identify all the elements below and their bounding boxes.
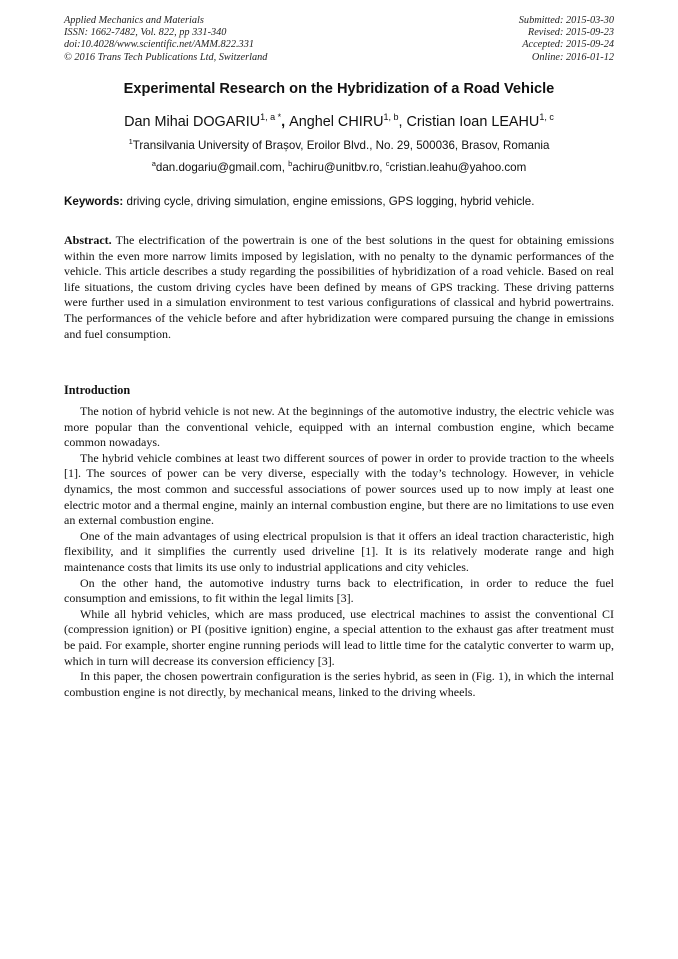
paragraph: The hybrid vehicle combines at least two different sources of power in order to provide traction to the wheels [1]. The sources of power can be very diverse, especially with the today’s technology. However, in vehicle dynamics, the most common and successful associations of power sources used up to now imply at least one electric motor and a thermal engine, mainly an internal combustion engine, but there are no limitations to use even an external combustion engine. (64, 450, 614, 528)
author-affil-mark: 1, c (539, 112, 554, 122)
author-separator: , (281, 114, 290, 130)
affiliation (0, 139, 678, 152)
email-address: dan.dogariu@gmail.com (155, 161, 282, 174)
submission-dates (519, 15, 614, 64)
email-separator: , (379, 161, 386, 174)
paragraph: One of the main advantages of using electrical propulsion is that it offers an ideal traction characteristic, high flexibility, and it simplifies the currently used driveline [1]. It is its relatively moderate range and high maintenance costs that limits its use only to industrial applications and city vehicles. (64, 528, 614, 574)
email-address: achiru@unitbv.ro (292, 161, 380, 174)
author-emails (0, 161, 678, 174)
abstract (64, 233, 614, 342)
paragraph: While all hybrid vehicles, which are mass produced, use electrical machines to assist the conventional CI (compression ignition) or PI (positive ignition) engine, a special attention to the exhaust gas after treatment must be paid. For example, shorter engine running periods will lead to little time for the catalytic converter to warm up, which in turn will decrease its conversion efficiency [3]. (64, 606, 614, 668)
author-list (0, 114, 678, 130)
email-mark: b (288, 159, 293, 168)
email-separator: , (281, 161, 289, 174)
paragraph: In this paper, the chosen powertrain configuration is the series hybrid, as seen in (Fig. 1), in which the internal combustion engine is not directly, by mechanical means, linked to the driving wheels. (64, 669, 614, 699)
author-name: Anghel CHIRU (289, 114, 384, 130)
journal-info (64, 15, 267, 64)
introduction-body (64, 404, 614, 700)
journal-name: Applied Mechanics and Materials (64, 15, 204, 26)
author-affil-mark: 1, b (383, 112, 399, 122)
affiliation-text: Transilvania University of Brașov, Eroilor Blvd., No. 29, 500036, Brasov, Romania (132, 139, 550, 152)
author-name: Dan Mihai DOGARIU (124, 114, 261, 130)
keywords-text: driving cycle, driving simulation, engine emissions, GPS logging, hybrid vehicle. (123, 195, 535, 208)
doi-line: doi:10.4028/www.scientific.net/AMM.822.331 (64, 39, 254, 51)
email-address: cristian.leahu@yahoo.com (389, 161, 527, 174)
online-date: Online: 2016-01-12 (531, 51, 614, 63)
copyright-line: © 2016 Trans Tech Publications Ltd, Switzerland (64, 51, 268, 63)
paper-title: Experimental Research on the Hybridization of a Road Vehicle (123, 81, 555, 97)
email-mark: a (151, 159, 156, 168)
email-mark: c (385, 159, 390, 168)
issn-line: ISSN: 1662-7482, Vol. 822, pp 331-340 (64, 27, 227, 39)
revised-date: Revised: 2015-09-23 (527, 27, 614, 39)
author-affil-mark: 1, a * (260, 112, 282, 122)
author-separator: , (398, 114, 407, 130)
affiliation-mark: 1 (128, 137, 133, 146)
keywords-label: Keywords: (64, 195, 124, 208)
section-heading-introduction: Introduction (64, 383, 131, 397)
accepted-date: Accepted: 2015-09-24 (522, 39, 614, 51)
author-name: Cristian Ioan LEAHU (406, 114, 540, 130)
abstract-text: The electrification of the powertrain is one of the best solutions in the quest for obtaining emissions within the even more narrow limits imposed by legislation, with no penalty to the dynamic performances of the vehicle. This article describes a study regarding the possibilities of hybridization of a road vehicle. Based on real life situations, the custom driving cycles have been defined by means of GPS tracking. These driving patterns were further used in a simulation environment to test various configurations of classical and hybrid powertrains. The performances of the vehicle before and after hybridization were compared pursuing the change in emissions and fuel consumption. (64, 233, 614, 341)
abstract-label: Abstract. (64, 233, 112, 247)
paragraph: The notion of hybrid vehicle is not new. At the beginnings of the automotive industry, the electric vehicle was more popular than the conventional vehicle, equipped with an internal combustion engine, which became common nowadays. (64, 404, 614, 450)
paragraph: On the other hand, the automotive industry turns back to electrification, in order to reduce the fuel consumption and emissions, to fit within the legal limits [3]. (64, 575, 614, 606)
keywords (64, 195, 614, 208)
submitted-date: Submitted: 2015-03-30 (518, 15, 614, 26)
